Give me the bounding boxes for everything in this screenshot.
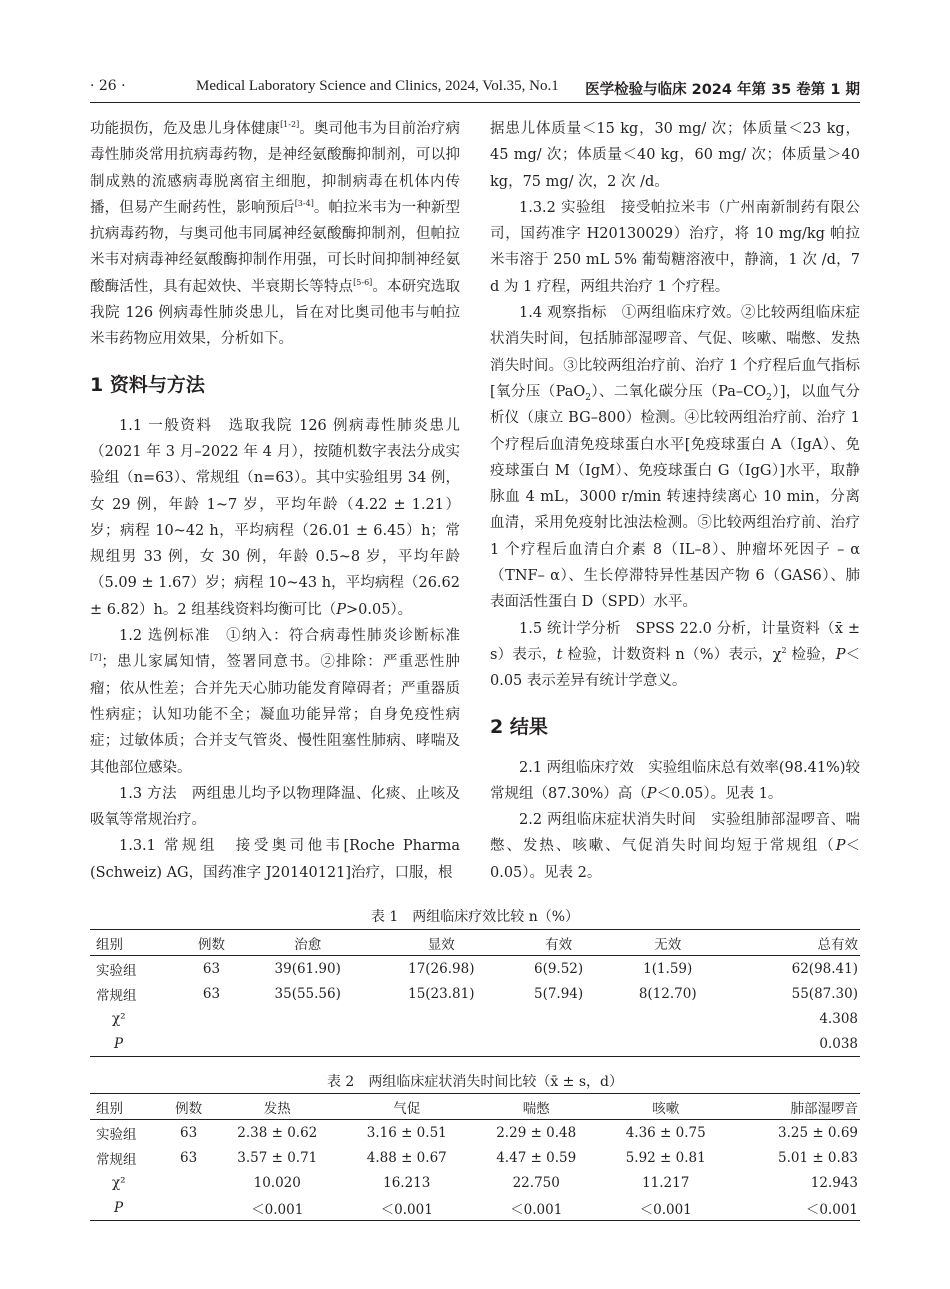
table-header-cell: 有效 bbox=[508, 930, 609, 956]
table-header-cell: 显效 bbox=[375, 930, 509, 956]
table-cell: χ² bbox=[112, 1174, 126, 1191]
table-cell: P bbox=[114, 1035, 124, 1052]
table-cell bbox=[182, 1006, 241, 1031]
table-cell: 0.038 bbox=[819, 1035, 858, 1052]
table-header-cell: 例数 bbox=[182, 930, 241, 956]
table-row bbox=[90, 1120, 860, 1146]
table-cell bbox=[165, 1195, 213, 1221]
running-header bbox=[90, 76, 860, 103]
table-cell: 22.750 bbox=[512, 1174, 560, 1191]
table2 bbox=[90, 1093, 860, 1221]
table-cell: 16.213 bbox=[383, 1174, 431, 1191]
general-data-paragraph: 1.1 一般资料 选取我院 126 例病毒性肺炎患儿（2021 年 3 月–2022 年 4 月），按随机数字表法分成实验组（n=63）、常规组（n=63）。其中实验组男 34 例，女 29 例，年龄 1~7 岁，平均年龄（4.22 ± 1.21）岁；病程 10~42 h，平均病程（26.01 ± 6.45）h；常规组男 33 例，女 30 例，年龄 0.5~8 岁，平均年龄（5.09 ± 1.67）岁；病程 10~43 h，平均病程（26.62 ± 6.82）h。2 组基线资料均衡可比（P>0.05）。 bbox=[90, 417, 460, 618]
table-cell: 63 bbox=[202, 960, 221, 977]
table-row bbox=[90, 1031, 860, 1057]
table-cell: 5(7.94) bbox=[533, 985, 584, 1002]
table-cell: 5.01 ± 0.83 bbox=[777, 1149, 858, 1166]
page-number: · 26 · bbox=[90, 78, 126, 94]
table-cell: 常规组 bbox=[96, 1151, 137, 1168]
selection-criteria-paragraph: 1.2 选例标准 ①纳入：符合病毒性肺炎诊断标准[7]；患儿家属知情，签署同意书。②排除：严重恶性肿瘤；依从性差；合并先天心肺功能发育障碍者；严重器质性病症；认知功能不全；凝血功能异常；自身免疫性病症；过敏体质；合并支气管炎、慢性阻塞性肺病、哮喘及其他部位感染。 bbox=[90, 628, 460, 776]
methods-paragraph: 1.3 方法 两组患儿均予以物理降温、化痰、止咳及吸氧等常规治疗。 bbox=[90, 785, 460, 829]
intro-paragraph: 功能损伤，危及患儿身体健康[1-2]。奥司他韦为目前治疗病毒性肺炎常用抗病毒药物，是神经氨酸酶抑制剂，可以抑制成熟的流感病毒脱离宿主细胞，抑制病毒在机体内传播，但易产生耐药性，影响预后[3-4]。帕拉米韦为一种新型抗病毒药物，与奥司他韦同属神经氨酸酶抑制剂，但帕拉米韦对病毒神经氨酸酶抑制作用强，可长时间抑制神经氨酸酶活性，具有起效快、半衰期长等特点[5-6]。本研究选取我院 126 例病毒性肺炎患儿，旨在对比奥司他韦与帕拉米韦药物应用效果，分析如下。 bbox=[90, 120, 461, 348]
table-cell: 11.217 bbox=[642, 1174, 690, 1191]
table-cell: 常规组 bbox=[96, 987, 137, 1004]
section-heading-methods: 1 资料与方法 bbox=[90, 373, 205, 396]
table-cell bbox=[241, 1031, 375, 1057]
table-cell bbox=[609, 1031, 726, 1057]
table-cell: 39(61.90) bbox=[274, 960, 341, 977]
table-cell: 10.020 bbox=[253, 1174, 301, 1191]
citation: [1-2] bbox=[280, 120, 300, 130]
table-cell: 实验组 bbox=[96, 962, 137, 979]
table-header-cell: 肺部湿啰音 bbox=[730, 1094, 860, 1120]
table1-caption: 表 1 两组临床疗效比较 n（%） bbox=[370, 909, 580, 925]
table-cell: 3.16 ± 0.51 bbox=[366, 1124, 447, 1141]
experimental-group-paragraph: 1.3.2 实验组 接受帕拉米韦（广州南新制药有限公司，国药准字 H20130029）治疗，将 10 mg/kg 帕拉米韦溶于 250 mL 5% 葡萄糖溶液中，静滴，1 次 /d，7 d 为 1 疗程，两组共治疗 1 个疗程。 bbox=[490, 199, 860, 295]
table-cell bbox=[508, 1031, 609, 1057]
table-cell: 4.308 bbox=[819, 1010, 858, 1027]
section-heading-results: 2 结果 bbox=[490, 715, 548, 738]
table-header-row bbox=[90, 930, 860, 956]
table-header-cell: 喘憋 bbox=[471, 1094, 600, 1120]
citation: [7] bbox=[90, 653, 102, 663]
table-header-cell: 咳嗽 bbox=[601, 1094, 730, 1120]
table-cell: 62(98.41) bbox=[791, 960, 858, 977]
table-cell bbox=[609, 1006, 726, 1031]
table-cell bbox=[241, 1006, 375, 1031]
table-cell: ＜0.001 bbox=[805, 1201, 858, 1218]
journal-name-en: Medical Laboratory Science and Clinics, 2024, Vol.35, No.1 bbox=[196, 78, 559, 94]
table-cell: 5.92 ± 0.81 bbox=[625, 1149, 706, 1166]
statistics-paragraph: 1.5 统计学分析 SPSS 22.0 分析，计量资料（x̄ ± s）表示，t 检验，计数资料 n（%）表示，$\chi^2$ 检验，P＜0.05 表示差异有统计学意义。 bbox=[490, 620, 860, 690]
table-row bbox=[90, 1170, 860, 1195]
table-cell: 4.88 ± 0.67 bbox=[366, 1149, 447, 1166]
table-cell bbox=[375, 1006, 509, 1031]
table-cell: χ² bbox=[112, 1010, 126, 1027]
observation-indicators-paragraph: 1.4 观察指标 ①两组临床疗效。②比较两组临床症状消失时间，包括肺部湿啰音、气促、咳嗽、喘憋、发热消失时间。③比较两组治疗前、治疗 1 个疗程后血气指标[氧分压（PaO$_2$）、二氧化碳分压$(Pa-CO_2)$]，以血气分析仪（康立 BG–800）检测。④比较两组治疗前、治疗 1 个疗程后血清免疫球蛋白水平[免疫球蛋白 A（IgA）、免疫球蛋白 M（IgM）、免疫球蛋白 G（IgG）]水平，取静脉血 4 mL，3000 r/min 转速持续离心 10 min，分离血清，采用免疫射比浊法检测。⑤比较两组治疗前、治疗 1 个疗程后血清白介素 8（IL–8）、肿瘤坏死因子 – α（TNF– α）、生长停滞特异性基因产物 6（GAS6）、肺表面活性蛋白 D（SPD）水平。 bbox=[490, 305, 860, 611]
table-cell: ＜0.001 bbox=[639, 1201, 692, 1218]
table-cell: P bbox=[114, 1199, 124, 1216]
table-row bbox=[90, 1195, 860, 1221]
right-column bbox=[490, 116, 860, 886]
table-header-row bbox=[90, 1094, 860, 1120]
table2-caption: 表 2 两组临床症状消失时间比较（x̄ ± s，d） bbox=[326, 1074, 624, 1090]
control-group-paragraph: 1.3.1 常规组 接受奥司他韦[Roche Pharma (Schweiz) AG，国药准字 J20140121]治疗，口服，根 bbox=[90, 838, 460, 881]
table-cell: 17(26.98) bbox=[408, 960, 475, 977]
result-efficacy-paragraph: 2.1 两组临床疗效 实验组临床总有效率(98.41%)较常规组（87.30%）高（P＜0.05）。见表 1。 bbox=[490, 759, 860, 802]
table-header-cell: 无效 bbox=[609, 930, 726, 956]
table-cell bbox=[165, 1170, 213, 1195]
table-cell: 6(9.52) bbox=[533, 960, 584, 977]
table-cell: ＜0.001 bbox=[251, 1201, 304, 1218]
table-cell: 1(1.59) bbox=[643, 960, 693, 977]
table-row bbox=[90, 956, 860, 982]
table-cell: 63 bbox=[180, 1124, 198, 1141]
table-cell: 实验组 bbox=[96, 1126, 137, 1143]
table-header-cell: 例数 bbox=[165, 1094, 213, 1120]
table-cell: 4.36 ± 0.75 bbox=[625, 1124, 706, 1141]
table1 bbox=[90, 929, 860, 1057]
left-column bbox=[90, 116, 460, 886]
table-cell bbox=[375, 1031, 509, 1057]
table-cell: ＜0.001 bbox=[510, 1201, 563, 1218]
table-cell: 12.943 bbox=[810, 1174, 858, 1191]
table-cell bbox=[508, 1006, 609, 1031]
table-cell: 35(55.56) bbox=[274, 985, 341, 1002]
table-cell: 4.47 ± 0.59 bbox=[496, 1149, 577, 1166]
table-cell: 55(87.30) bbox=[791, 985, 858, 1002]
citation: [3-4] bbox=[294, 199, 314, 209]
table-cell: ＜0.001 bbox=[380, 1201, 433, 1218]
table-row bbox=[90, 1006, 860, 1031]
table-cell: 63 bbox=[180, 1149, 198, 1166]
table-cell: 3.25 ± 0.69 bbox=[777, 1124, 858, 1141]
table-header-cell: 组别 bbox=[90, 1094, 165, 1120]
result-symptoms-paragraph: 2.2 两组临床症状消失时间 实验组肺部湿啰音、喘憋、发热、咳嗽、气促消失时间均短于常规组（P＜0.05）。见表 2。 bbox=[490, 812, 860, 881]
journal-name-cn: 医学检验与临床 2024 年第 35 卷第 1 期 bbox=[585, 82, 860, 98]
citation: [5-6] bbox=[353, 277, 373, 287]
table-header-cell: 组别 bbox=[90, 930, 182, 956]
table-header-cell: 发热 bbox=[213, 1094, 342, 1120]
table-cell: 8(12.70) bbox=[638, 985, 697, 1002]
table-cell bbox=[182, 1031, 241, 1057]
table-cell: 2.29 ± 0.48 bbox=[496, 1124, 577, 1141]
table-cell: 15(23.81) bbox=[408, 985, 475, 1002]
table-header-cell: 总有效 bbox=[726, 930, 860, 956]
dosage-paragraph: 据患儿体质量＜15 kg，30 mg/ 次；体质量＜23 kg，45 mg/ 次；体质量＜40 kg，60 mg/ 次；体质量＞40 kg，75 mg/ 次，2 次 /d。 bbox=[490, 121, 860, 190]
table-cell: 63 bbox=[202, 985, 221, 1002]
table-row bbox=[90, 1145, 860, 1170]
table-row bbox=[90, 981, 860, 1006]
table-cell: 3.57 ± 0.71 bbox=[237, 1149, 318, 1166]
table-cell: 2.38 ± 0.62 bbox=[237, 1124, 318, 1141]
table-header-cell: 气促 bbox=[342, 1094, 471, 1120]
table-header-cell: 治愈 bbox=[241, 930, 375, 956]
